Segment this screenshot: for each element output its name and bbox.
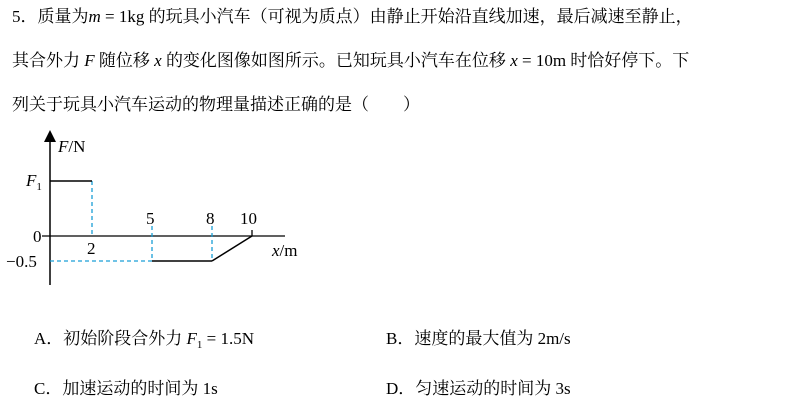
question-line-1-part-1: 5．质量为 — [12, 7, 89, 26]
option-c[interactable]: C．加速运动的时间为 1s — [34, 379, 218, 398]
tick-label-10: 10 — [240, 209, 257, 228]
option-a-suffix: = 1.5N — [202, 329, 255, 348]
question-line-2 — [12, 50, 689, 72]
force-variable: F — [84, 51, 95, 70]
tick-label-8: 8 — [206, 209, 215, 228]
origin-label: 0 — [33, 227, 42, 246]
tick-label-2: 2 — [87, 239, 96, 258]
question-line-2-part-4: = 10m 时恰好停下。下 — [517, 51, 690, 70]
question-line-2-part-2: 随位移 — [94, 51, 155, 70]
displacement-variable-2: x — [510, 51, 518, 70]
question-line-2-part-1: 其合外力 — [12, 51, 85, 70]
option-b[interactable]: B．速度的最大值为 2m/s — [386, 329, 571, 348]
option-a-prefix: A．初始阶段合外力 — [34, 329, 187, 348]
force-displacement-graph — [0, 130, 340, 290]
mass-variable: m — [88, 7, 101, 26]
option-d[interactable]: D．匀速运动的时间为 3s — [386, 379, 571, 398]
option-a-subscript: 1 — [196, 339, 203, 351]
f1-label: $F_1$ — [26, 171, 42, 193]
y-axis-label: F/N — [58, 137, 86, 156]
option-a-variable: F — [186, 329, 197, 348]
option-a[interactable] — [34, 328, 254, 356]
x-axis-label: x/m — [272, 241, 298, 260]
question-line-1-part-2: = 1kg 的玩具小汽车（可视为质点）由静止开始沿直线加速，最后减速至静止， — [100, 7, 693, 26]
question-line-1 — [12, 6, 693, 28]
displacement-variable: x — [154, 51, 162, 70]
force-segment-ramp — [212, 236, 252, 261]
tick-label-5: 5 — [146, 209, 155, 228]
question-line-2-part-3: 的变化图像如图所示。已知玩具小汽车在位移 — [161, 51, 511, 70]
question-line-3: 列关于玩具小汽车运动的物理量描述正确的是（ ） — [12, 95, 420, 114]
neg-half-label: −0.5 — [6, 252, 37, 271]
